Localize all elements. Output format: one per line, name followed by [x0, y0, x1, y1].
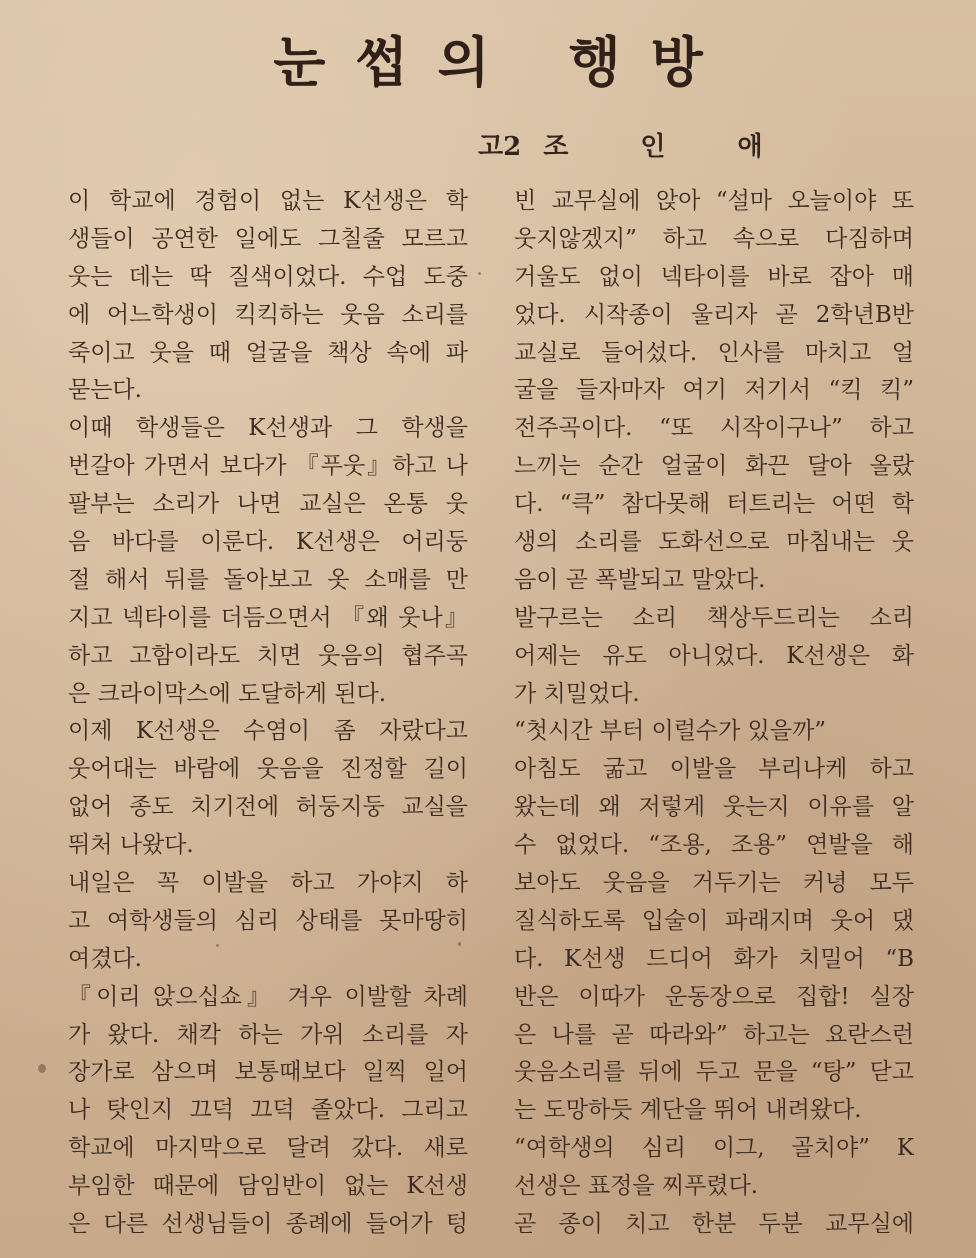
- text-line: 어제는 유도 아니었다. K선생은 화: [514, 642, 914, 669]
- text-line: 음 바다를 이룬다. K선생은 어리둥: [68, 529, 468, 556]
- text-line: 곧 종이 치고 한분 두분 교무실에: [514, 1211, 914, 1238]
- author-grade: 고2: [478, 131, 522, 162]
- text-line: “첫시간 부터 이럴수가 있을까”: [514, 718, 827, 745]
- text-column-right: [514, 183, 914, 1244]
- text-line: 생들이 공연한 일에도 그칠줄 모르고: [68, 225, 468, 252]
- text-line: 이제 K선생은 수염이 좀 자랐다고: [68, 718, 468, 745]
- text-line: 반은 이따가 운동장으로 집합! 실장: [514, 983, 914, 1010]
- text-line: 다. K선생 드디어 화가 치밀어 “B: [514, 945, 914, 972]
- text-line: 다. “큭” 참다못해 터트리는 어떤 학: [514, 491, 914, 518]
- text-line: 팔부는 소리가 나면 교실은 온통 웃: [68, 491, 468, 518]
- paper-speck: [38, 1064, 46, 1073]
- text-line: 느끼는 순간 얼굴이 화끈 달아 올랐: [514, 453, 914, 480]
- text-line: 웃지않겠지” 하고 속으로 다짐하며: [514, 225, 914, 252]
- text-column-left: [68, 183, 468, 1244]
- text-line: 은 다른 선생님들이 종례에 들어가 텅: [68, 1211, 468, 1238]
- text-line: 묻는다.: [68, 377, 142, 404]
- text-line: 지고 넥타이를 더듬으면서 『왜 웃나』: [68, 604, 468, 631]
- text-line: 거울도 없이 넥타이를 바로 잡아 매: [514, 263, 914, 290]
- paper-speck: [478, 272, 481, 275]
- text-line: 전주곡이다. “또 시작이구나” 하고: [514, 415, 914, 442]
- text-line: 아침도 굶고 이발을 부리나케 하고: [514, 756, 914, 783]
- article-title: 눈썹의 행방: [273, 30, 733, 94]
- text-line: 뛰처 나왔다.: [68, 832, 194, 859]
- text-line: 없어 종도 치기전에 허둥지둥 교실을: [68, 794, 468, 821]
- text-line: 었다. 시작종이 울리자 곧 2학년B반: [514, 301, 914, 328]
- text-line: 『이리 앉으십쇼』 겨우 이발할 차례: [68, 983, 468, 1010]
- text-line: 웃는 데는 딱 질색이었다. 수업 도중: [68, 263, 468, 290]
- text-line: 고 여학생들의 심리 상태를 못마땅히: [68, 907, 468, 934]
- text-line: 은 크라이막스에 도달하게 된다.: [68, 680, 387, 707]
- text-line: 이때 학생들은 K선생과 그 학생을: [68, 415, 468, 442]
- text-line: 수 없었다. “조용, 조용” 연발을 해: [514, 832, 914, 859]
- text-line: 발구르는 소리 책상두드리는 소리: [514, 604, 914, 631]
- text-line: 생의 소리를 도화선으로 마침내는 웃: [514, 529, 914, 556]
- text-line: 번갈아 가면서 보다가 『푸웃』하고 나: [68, 453, 468, 480]
- text-line: 가 치밀었다.: [514, 680, 640, 707]
- text-line: 에 어느학생이 킥킥하는 웃음 소리를: [68, 301, 468, 328]
- text-line: 죽이고 웃을 때 얼굴을 책상 속에 파: [68, 339, 468, 366]
- article-byline: [478, 122, 838, 166]
- text-line: 는 도망하듯 계단을 뛰어 내려왔다.: [514, 1097, 862, 1124]
- text-line: 굴을 들자마자 여기 저기서 “킥 킥”: [514, 377, 914, 404]
- text-line: 질식하도록 입술이 파래지며 웃어 댔: [514, 907, 914, 934]
- text-line: 부임한 때문에 담임반이 없는 K선생: [68, 1173, 468, 1200]
- text-line: 절 해서 뒤를 돌아보고 옷 소매를 만: [68, 566, 468, 593]
- text-line: 가 왔다. 채칵 하는 가위 소리를 자: [68, 1021, 468, 1048]
- text-line: 왔는데 왜 저렇게 웃는지 이유를 알: [514, 794, 914, 821]
- text-line: 장가로 삼으며 보통때보다 일찍 일어: [68, 1059, 468, 1086]
- text-line: 음이 곧 폭발되고 말았다.: [514, 566, 766, 593]
- text-line: 은 나를 곧 따라와” 하고는 요란스런: [514, 1021, 914, 1048]
- text-line: 교실로 들어섰다. 인사를 마치고 얼: [514, 339, 914, 366]
- paper-speck: [458, 942, 461, 946]
- text-line: 빈 교무실에 앉아 “설마 오늘이야 또: [514, 188, 914, 214]
- text-line: 나 탓인지 끄덕 끄덕 졸았다. 그리고: [68, 1097, 468, 1124]
- text-line: 학교에 마지막으로 달려 갔다. 새로: [68, 1135, 468, 1162]
- text-line: 보아도 웃음을 거두기는 커녕 모두: [514, 870, 914, 897]
- paper-speck: [216, 944, 219, 947]
- text-line: 선생은 표정을 찌푸렸다.: [514, 1173, 759, 1200]
- text-line: 이 학교에 경험이 없는 K선생은 학: [68, 188, 468, 214]
- text-line: 하고 고함이라도 치면 웃음의 협주곡: [68, 642, 468, 669]
- text-line: “여학생의 심리 이그, 골치야” K: [514, 1135, 914, 1162]
- author-name-char: 조: [543, 131, 569, 162]
- text-line: 내일은 꼭 이발을 하고 가야지 하: [68, 870, 468, 897]
- text-line: 웃어대는 바람에 웃음을 진정할 길이: [68, 756, 468, 783]
- text-line: 웃음소리를 뒤에 두고 문을 “탕” 닫고: [514, 1059, 914, 1086]
- author-name-char: 애: [737, 131, 763, 162]
- author-name-char: 인: [640, 131, 666, 162]
- text-line: 여겼다.: [68, 945, 142, 972]
